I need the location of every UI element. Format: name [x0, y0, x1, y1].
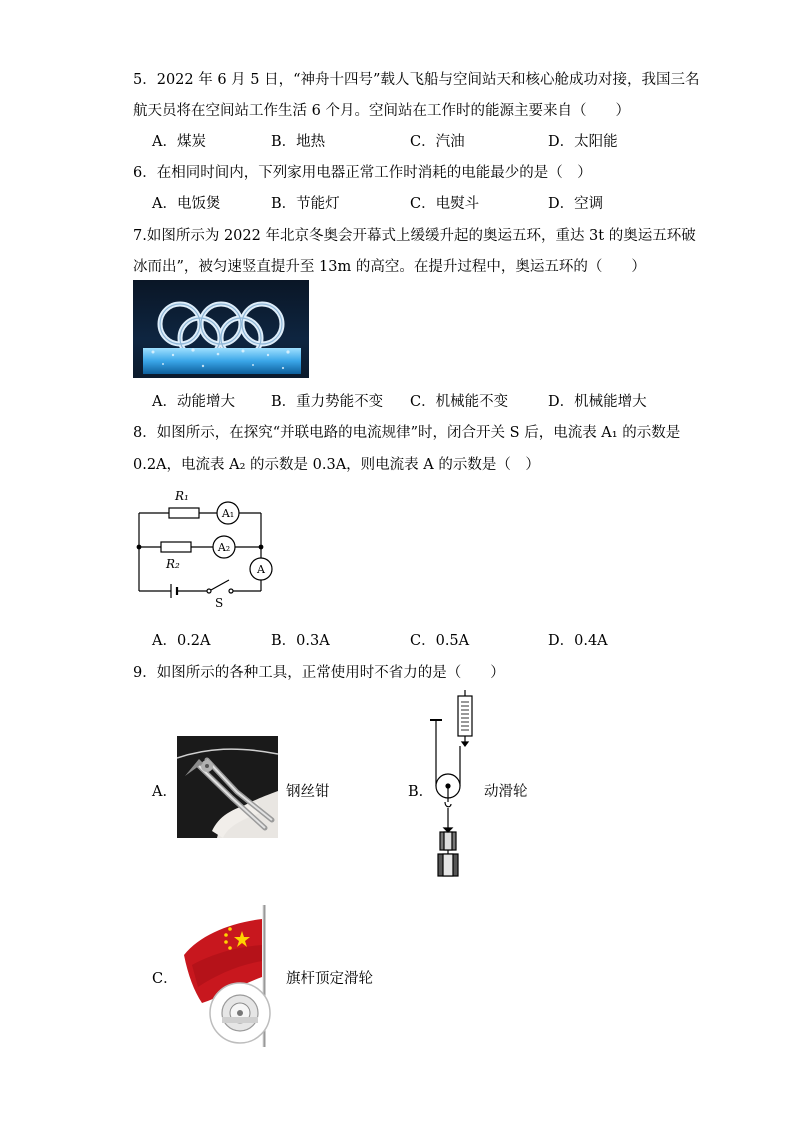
ammeter-a2-label: A₂ [217, 541, 231, 554]
movable-pulley-diagram [430, 690, 474, 882]
q6-option-c: C．电熨斗 [410, 196, 480, 212]
label-r1: R₁ [175, 489, 189, 503]
q7-option-a: A．动能增大 [152, 394, 235, 410]
q9-b-letter: B． [408, 784, 434, 800]
q9-c-caption: 旗杆顶定滑轮 [286, 971, 373, 987]
q9-a-letter: A． [152, 784, 177, 800]
switch-s-label: S [215, 596, 224, 610]
q7-option-c: C．机械能不变 [410, 394, 509, 410]
q8-stem-line1: 8．如图所示，在探究“并联电路的电流规律”时，闭合开关 S 后，电流表 A₁ 的示数是 [133, 425, 681, 441]
q5-option-c: C．汽油 [410, 134, 465, 150]
q5-option-b: B．地热 [271, 134, 326, 150]
q5-stem-line1: 5．2022 年 6 月 5 日，“神舟十四号”载人飞船与空间站天和核心舱成功对接，我国三名 [133, 72, 700, 88]
ammeter-a-label: A [257, 563, 265, 576]
label-r2: R₂ [166, 557, 180, 571]
q9-stem: 9．如图所示的各种工具，正常使用时不省力的是（ ） [133, 665, 505, 681]
q6-stem: 6．在相同时间内，下列家用电器正常工作时消耗的电能最少的是（ ） [133, 165, 592, 181]
q8-option-c: C．0.5A [410, 633, 470, 649]
q6-option-b: B．节能灯 [271, 196, 340, 212]
q6-option-a: A．电饭煲 [152, 196, 221, 212]
q6-option-d: D．空调 [548, 196, 604, 212]
q9-c-letter: C． [152, 971, 178, 987]
q9-a-caption: 钢丝钳 [286, 784, 330, 800]
q7-option-d: D．机械能增大 [548, 394, 647, 410]
ammeter-a1-label: A₁ [221, 507, 235, 520]
q8-stem-line2: 0.2A，电流表 A₂ 的示数是 0.3A，则电流表 A 的示数是（ ） [133, 457, 540, 473]
parallel-circuit-diagram [133, 484, 283, 614]
q8-option-a: A．0.2A [152, 633, 211, 649]
flagpole-pulley-photo [180, 905, 276, 1047]
q5-option-d: D．太阳能 [548, 134, 618, 150]
q7-option-b: B．重力势能不变 [271, 394, 384, 410]
q8-option-b: B．0.3A [271, 633, 330, 649]
q5-option-a: A．煤炭 [152, 134, 206, 150]
pliers-photo [177, 736, 278, 838]
q8-option-d: D．0.4A [548, 633, 608, 649]
q9-b-caption: 动滑轮 [484, 784, 528, 800]
q7-stem-line1: 7.如图所示为 2022 年北京冬奥会开幕式上缓缓升起的奥运五环，重达 3t 的奥运五环破 [133, 228, 696, 244]
olympic-rings-photo [133, 280, 309, 378]
q5-stem-line2: 航天员将在空间站工作生活 6 个月。空间站在工作时的能源主要来自（ ） [133, 103, 630, 119]
q7-stem-line2: 冰而出”，被匀速竖直提升至 13m 的高空。在提升过程中，奥运五环的（ ） [133, 259, 646, 275]
